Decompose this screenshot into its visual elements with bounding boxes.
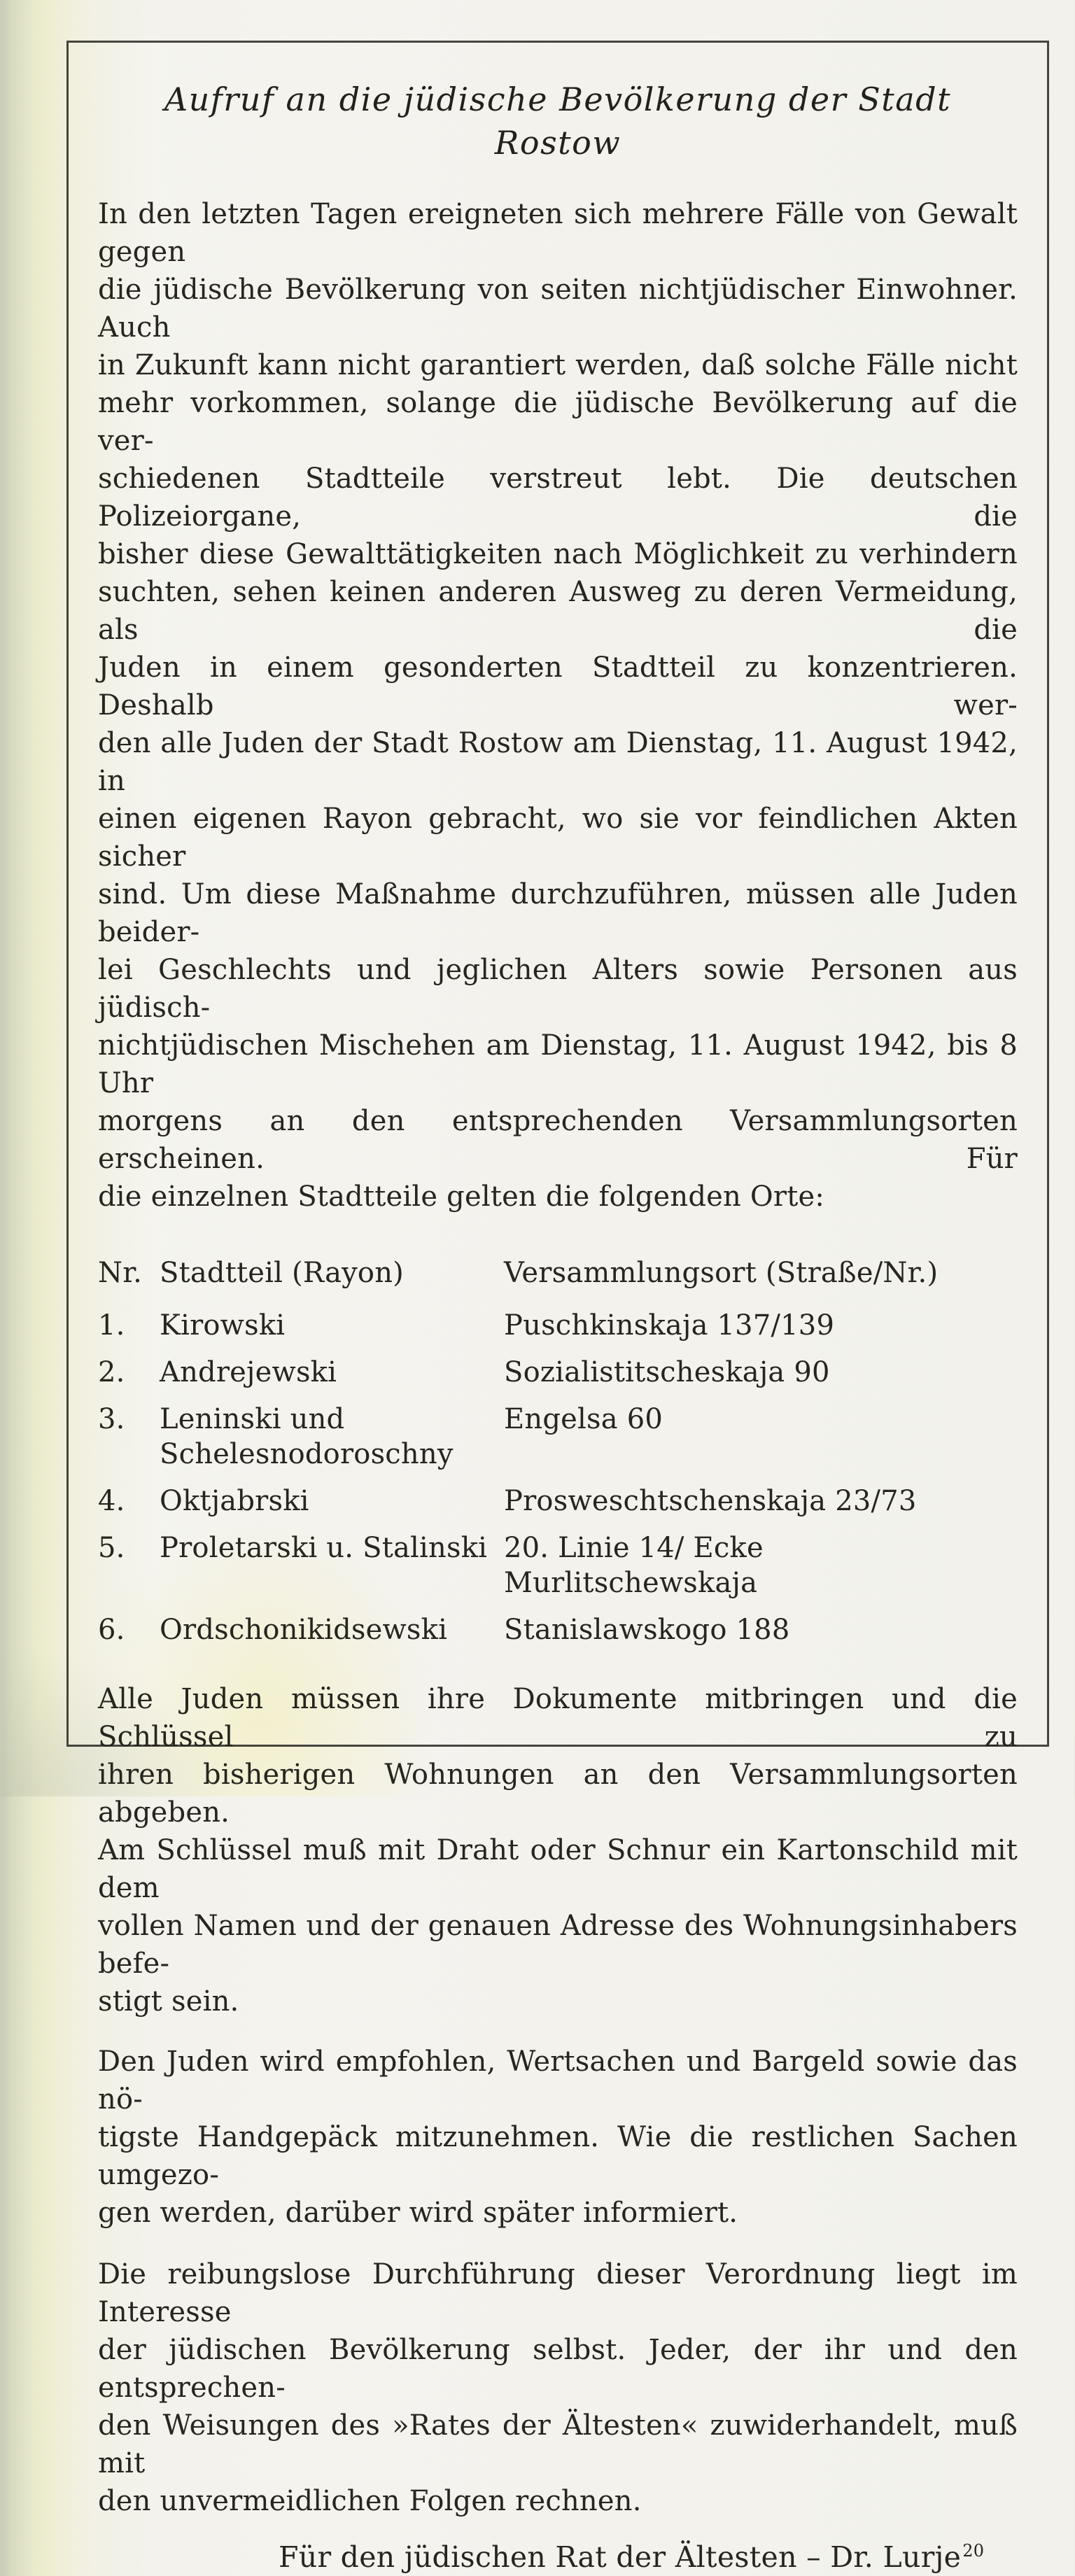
signature-text: Für den jüdischen Rat der Ältesten – Dr. Lurje: [279, 2540, 962, 2574]
table-cell-district: Leninski und Schelesnodoroschny: [160, 1403, 454, 1470]
table-cell-district: Andrejewski: [160, 1356, 337, 1388]
text-line: ihren bisherigen Wohnungen an den Versammlungsorten abgeben.: [98, 1759, 1018, 1829]
table-cell-nr: 5.: [98, 1532, 125, 1564]
text-line: Am Schlüssel muß mit Draht oder Schnur ein Kartonschild mit dem: [98, 1834, 1018, 1904]
text-line: den unvermeidlichen Folgen rechnen.: [98, 2485, 642, 2517]
text-line: tigste Handgepäck mitzunehmen. Wie die restlichen Sachen umgezo-: [98, 2121, 1018, 2191]
document-border-box: [66, 41, 1049, 2574]
text-line: der jüdischen Bevölkerung selbst. Jeder, der ihr und den entsprechen-: [98, 2334, 1018, 2404]
table-row: [98, 1530, 1018, 1600]
table-row: [98, 1355, 1018, 1390]
table-cell-district: Ordschonikidsewski: [160, 1614, 448, 1646]
paragraph-introduction: [98, 195, 1018, 1216]
table-row: [98, 1402, 1018, 1472]
table-header-district: Stadtteil (Rayon): [160, 1257, 404, 1289]
text-line: sind. Um diese Maßnahme durchzuführen, müssen alle Juden beider-: [98, 878, 1018, 948]
text-line: den alle Juden der Stadt Rostow am Dienstag, 11. August 1942, in: [98, 727, 1018, 797]
table-cell-location: Stanislawskogo 188: [504, 1614, 790, 1646]
table-cell-nr: 4.: [98, 1485, 125, 1517]
text-line: Den Juden wird empfohlen, Wertsachen und Bargeld sowie das nö-: [98, 2046, 1018, 2116]
text-line: Juden in einem gesonderten Stadtteil zu konzentrieren. Deshalb wer-: [98, 652, 1018, 722]
text-line: gen werden, darüber wird später informiert.: [98, 2197, 738, 2229]
text-line: in Zukunft kann nicht garantiert werden, daß solche Fälle nicht: [98, 349, 1018, 381]
text-line: In den letzten Tagen ereigneten sich mehrere Fälle von Gewalt gegen: [98, 198, 1018, 268]
text-line: die einzelnen Stadtteile gelten die folgenden Orte:: [98, 1181, 825, 1213]
text-line: die jüdische Bevölkerung von seiten nichtjüdischer Einwohner. Auch: [98, 274, 1018, 344]
text-line: stigt sein.: [98, 1985, 239, 2018]
text-line: Die reibungslose Durchführung dieser Verordnung liegt im Interesse: [98, 2258, 1018, 2328]
text-line: nichtjüdischen Mischehen am Dienstag, 11. August 1942, bis 8 Uhr: [98, 1029, 1018, 1099]
table-cell-location: Puschkinskaja 137/139: [504, 1309, 835, 1342]
text-line: einen eigenen Rayon gebracht, wo sie vor feindlichen Akten sicher: [98, 803, 1018, 873]
paragraph-valuables: [98, 2043, 1018, 2232]
assembly-points-table: [98, 1255, 1018, 1647]
table-cell-location: Engelsa 60: [504, 1403, 663, 1435]
footnote-reference: 20: [962, 2541, 985, 2561]
table-cell-district: Oktjabrski: [160, 1485, 309, 1517]
table-header-nr: Nr.: [98, 1257, 143, 1289]
text-line: den Weisungen des »Rates der Ältesten« zuwiderhandelt, muß mit: [98, 2409, 1018, 2479]
text-line: lei Geschlechts und jeglichen Alters sowie Personen aus jüdisch-: [98, 954, 1018, 1024]
signature-line: [98, 2538, 1018, 2576]
table-cell-location: Prosweschtschenskaja 23/73: [504, 1485, 917, 1517]
paragraph-documents-keys: [98, 1680, 1018, 2020]
text-line: Alle Juden müssen ihre Dokumente mitbringen und die Schlüssel zu: [98, 1683, 1018, 1753]
text-line: suchten, sehen keinen anderen Ausweg zu deren Vermeidung, als die: [98, 576, 1018, 646]
text-line: morgens an den entsprechenden Versammlungsorten erscheinen. Für: [98, 1105, 1018, 1175]
text-line: vollen Namen und der genauen Adresse des Wohnungsinhabers befe-: [98, 1910, 1018, 1980]
table-cell-nr: 1.: [98, 1309, 125, 1342]
table-cell-district: Kirowski: [160, 1309, 286, 1342]
document-title: Aufruf an die jüdische Bevölkerung der Stadt Rostow: [164, 80, 952, 162]
table-cell-location: Sozialistitscheskaja 90: [504, 1356, 830, 1388]
table-cell-nr: 3.: [98, 1403, 125, 1435]
table-cell-nr: 6.: [98, 1614, 125, 1646]
table-row: [98, 1612, 1018, 1647]
table-cell-location: 20. Linie 14/ Ecke Murlitschewskaja: [504, 1532, 764, 1599]
paragraph-compliance: [98, 2255, 1018, 2520]
table-row: [98, 1484, 1018, 1519]
table-cell-nr: 2.: [98, 1356, 125, 1388]
table-header-location: Versammlungsort (Straße/Nr.): [504, 1257, 939, 1289]
table-row: [98, 1308, 1018, 1343]
table-header-row: [98, 1255, 1018, 1290]
text-line: mehr vorkommen, solange die jüdische Bevölkerung auf die ver-: [98, 387, 1018, 457]
table-cell-district: Proletarski u. Stalinski: [160, 1532, 488, 1564]
table-body: [98, 1308, 1018, 1647]
text-line: schiedenen Stadtteile verstreut lebt. Die deutschen Polizeiorgane, die: [98, 463, 1018, 533]
text-line: bisher diese Gewalttätigkeiten nach Möglichkeit zu verhindern: [98, 538, 1018, 570]
